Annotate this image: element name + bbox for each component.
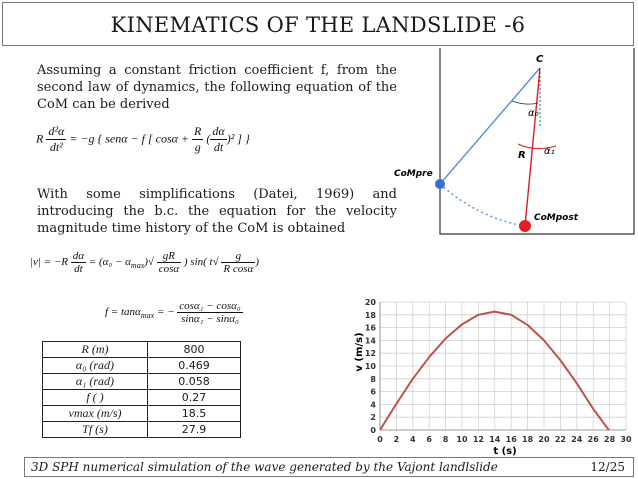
eq3-eq: = −	[156, 306, 175, 319]
table-row	[43, 422, 241, 438]
label-com-pre: CoMpre	[394, 169, 433, 179]
chart-x-axis-label: t (s)	[493, 446, 517, 456]
eq2-lhs: |v| = −R	[30, 256, 68, 269]
eq1-end: )² ] }	[226, 131, 250, 146]
chart-y-axis-label: v (m/s)	[354, 332, 365, 372]
table-cell-label: vmax (m/s)	[43, 406, 148, 422]
table-cell-value: 0.27	[148, 390, 241, 406]
eq1-dt: dt	[213, 140, 224, 154]
chart-series	[380, 312, 609, 430]
footer-bar	[24, 457, 634, 477]
y-tick-label: 4	[370, 400, 376, 410]
eq1-da: dα	[212, 124, 225, 138]
y-tick-label: 12	[364, 349, 376, 359]
x-tick-label: 12	[472, 435, 484, 444]
table-cell-label: R (m)	[43, 342, 148, 358]
label-alpha0: α₀	[528, 108, 539, 119]
equation-velocity: |v| = −R $\frac{d\alpha}{dt}$ = $(\alpha_0 - \alpha_{max})√$ $\frac{gR}{\cos\alpha}$ ) sin( t√ $\frac{g}{\text{R cosα}}$ )	[30, 250, 259, 275]
eq2-rhs: = (α₀ − α	[88, 256, 131, 269]
eq1-d2a: d²α	[48, 124, 65, 138]
x-tick-label: 30	[620, 435, 632, 444]
y-tick-label: 6	[370, 387, 376, 397]
table-cell-label: α₁ (rad)	[43, 374, 148, 390]
trajectory-arc	[440, 184, 525, 226]
x-tick-label: 18	[522, 435, 534, 444]
x-tick-label: 8	[442, 435, 449, 444]
y-tick-label: 8	[370, 374, 376, 384]
eq2-max: max	[130, 261, 145, 271]
x-tick-label: 28	[604, 435, 616, 444]
eq1-rg-den: g	[194, 140, 201, 154]
paragraph-friction: Assuming a constant friction coefficient f, from the second law of dynamics, the following equation of the CoM can be derived	[37, 63, 397, 112]
table-row	[43, 390, 241, 406]
y-tick-label: 0	[370, 426, 376, 435]
chart-axes	[365, 298, 632, 444]
label-com-post: CoMpost	[534, 213, 579, 223]
y-tick-label: 14	[364, 336, 376, 346]
x-tick-label: 2	[393, 435, 400, 444]
label-c: C	[536, 54, 544, 65]
eq2-sin: ) sin( t	[183, 256, 213, 269]
y-tick-label: 16	[364, 323, 376, 333]
pre-radius-line	[440, 68, 540, 184]
eq2-g-den: R cosα	[223, 263, 254, 275]
table-cell-label: Tf (s)	[43, 422, 148, 438]
label-radius: R	[518, 150, 526, 161]
title-bar	[2, 2, 634, 46]
eq3-den: sinα₁ − sinα₀	[181, 313, 239, 325]
com-pre-point	[435, 179, 445, 189]
com-post-point	[519, 220, 531, 232]
landslide-geometry-diagram	[388, 48, 638, 238]
label-alpha1: α₁	[544, 146, 555, 157]
y-tick-label: 20	[364, 298, 376, 307]
table-cell-value: 18.5	[148, 406, 241, 422]
page-number: 12/25	[590, 460, 625, 474]
table-cell-label: α₀ (rad)	[43, 358, 148, 374]
y-tick-label: 18	[364, 310, 376, 320]
table-row	[43, 406, 241, 422]
x-tick-label: 10	[456, 435, 468, 444]
table-cell-value: 27.9	[148, 422, 241, 438]
velocity-time-chart	[350, 292, 636, 456]
eq1-rg-num: R	[194, 124, 202, 138]
eq1-lhs: R	[36, 131, 44, 146]
x-tick-label: 14	[489, 435, 501, 444]
eq2-g-num: g	[221, 250, 255, 263]
x-tick-label: 16	[505, 435, 517, 444]
x-tick-label: 6	[426, 435, 432, 444]
angle-arc-alpha0	[512, 101, 538, 104]
eq2-gr-num: gR	[157, 250, 181, 263]
eq2-gr-den: cosα	[158, 263, 180, 275]
table-cell-value: 800	[148, 342, 241, 358]
x-tick-label: 4	[410, 435, 416, 444]
y-tick-label: 2	[370, 413, 376, 423]
table-cell-value: 0.058	[148, 374, 241, 390]
x-tick-label: 24	[571, 435, 583, 444]
equation-friction: f = tanα$_{max}$ = − $\frac{\text{cosα₁ − cosα₀}}{\text{sinα₁ − sinα₀}}$	[105, 300, 241, 325]
slide-title: KINEMATICS OF THE LANDSLIDE -6	[110, 13, 526, 37]
x-tick-label: 20	[538, 435, 550, 444]
y-tick-label: 10	[364, 362, 376, 371]
eq1-rhs: = −g { senα − f [ cosα +	[69, 131, 193, 146]
table-cell-label: f ( )	[43, 390, 148, 406]
chart-grid	[380, 302, 626, 430]
equation-motion: R $\frac{\text{d²α}}{\text{dt²}}$ = −g { senα − f [ cosα + $\frac{R}{g}$ ( $\frac{d\alpha}{dt}$ )² ] }	[36, 124, 250, 154]
x-tick-label: 0	[377, 435, 383, 444]
table-row	[43, 358, 241, 374]
table-row	[43, 374, 241, 390]
x-tick-label: 26	[587, 435, 599, 444]
velocity-series-line	[380, 312, 609, 430]
parameter-table	[42, 341, 241, 438]
eq3-num: cosα₁ − cosα₀	[179, 300, 241, 312]
table-cell-value: 0.469	[148, 358, 241, 374]
table-row	[43, 342, 241, 358]
footer-caption: 3D SPH numerical simulation of the wave generated by the Vajont landlslide	[31, 460, 498, 474]
x-tick-label: 22	[554, 435, 566, 444]
eq3-lhs: f = tanα	[105, 306, 141, 319]
paragraph-simplifications: With some simplifications (Datei, 1969) and introducing the b.c. the equation for the velocity magnitude time history of the CoM is obtained	[37, 187, 397, 236]
eq1-dt2: dt²	[49, 140, 63, 154]
